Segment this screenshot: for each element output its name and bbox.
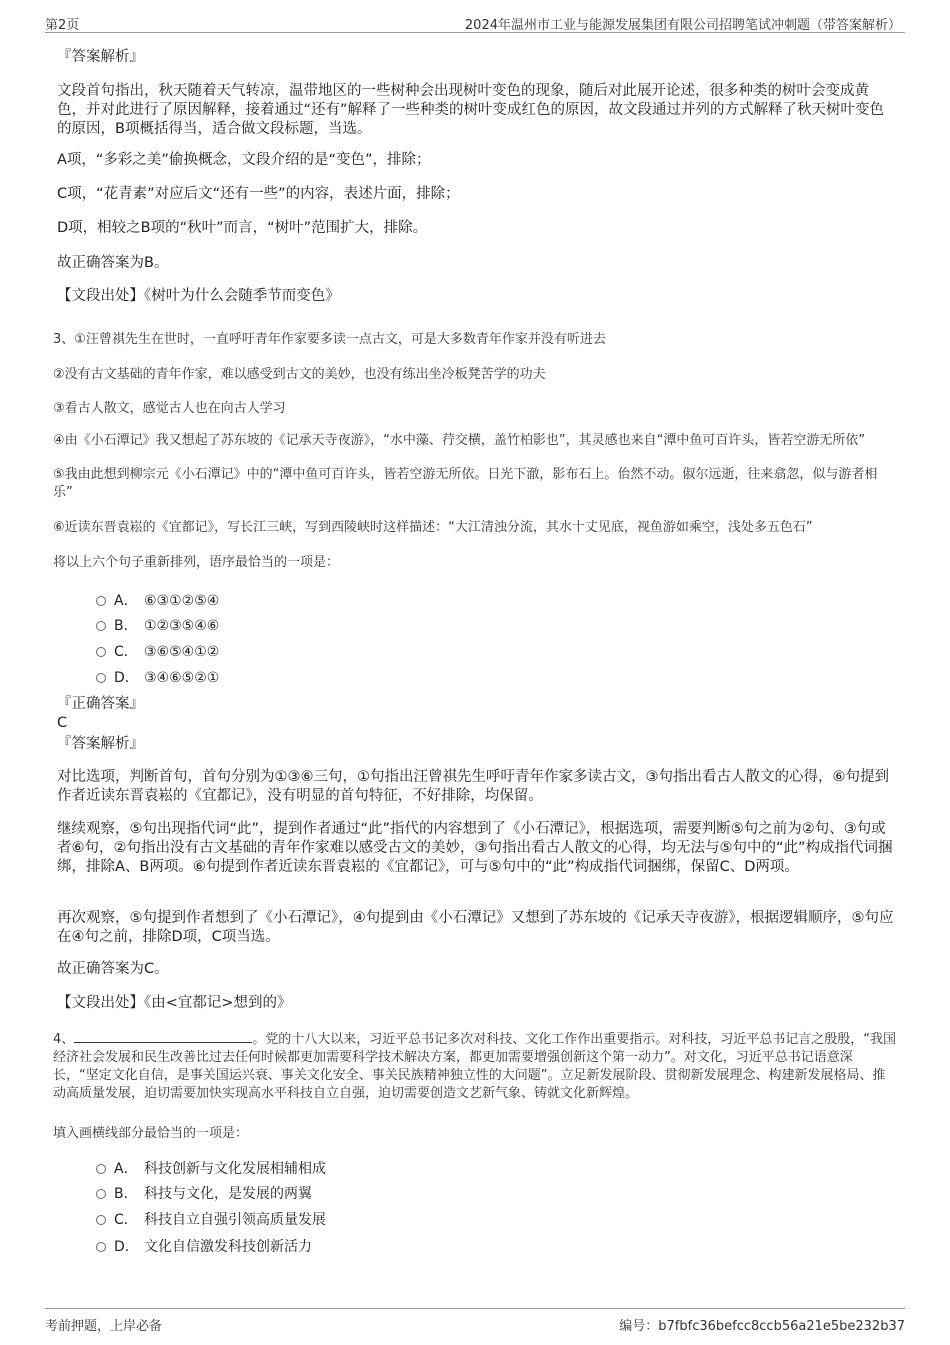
radio-icon[interactable] (96, 1189, 106, 1199)
q3-source: 【文段出处】《由<宜都记>想到的》 (57, 995, 292, 1011)
q3-correct-label: 『正确答案』 (57, 696, 144, 712)
q2-analysis-para1: 文段首句指出，秋天随着天气转凉，温带地区的一些树种会出现树叶变色的现象，随后对此展开论述，很多种类的树叶会变成黄色，并对此进行了原因解释，接着通过“还有”解释了一些种类的树叶变成红色的原因，故文段通过并列的方式解释了秋天树叶变色的原因，B项概括得当，适合做文段标题，当选。 (57, 83, 885, 137)
document-id: 编号：b7fbfc36befcc8ccb56a21e5be232b37 (619, 1319, 905, 1334)
q3-analysis-label: 『答案解析』 (57, 736, 144, 752)
q2-analysis-para2: A项，“多彩之美”偷换概念，文段介绍的是“变色”，排除； (57, 152, 431, 168)
radio-icon[interactable] (96, 647, 106, 657)
q4-option-d[interactable]: D． 文化自信激发科技创新活力 (96, 1236, 312, 1256)
radio-icon[interactable] (96, 1215, 106, 1225)
q4-option-c[interactable]: C． 科技自立自强引领高质量发展 (96, 1209, 326, 1229)
q2-analysis-para3: C项，“花青素”对应后文“还有一些”的内容，表述片面，排除； (57, 186, 460, 202)
q2-analysis-label: 『答案解析』 (57, 49, 144, 65)
q3-correct-answer: C (57, 715, 68, 731)
q3-sentence-1: 3、①汪曾祺先生在世时，一直呼吁青年作家要多读一点古文，可是大多数青年作家并没有听进去 (53, 332, 606, 347)
q3-analysis-para1: 对比选项，判断首句，首句分别为①③⑥三句，①句指出汪曾祺先生呼吁青年作家多读古文，③句指出看古人散文的心得，⑥句提到作者近读东晋袁崧的《宜都记》，没有明显的首句特征，不好排除，均保留。 (57, 769, 889, 804)
document-title: 2024年温州市工业与能源发展集团有限公司招聘笔试冲刺题（带答案解析） (464, 18, 901, 33)
footer-slogan: 考前押题，上岸必备 (45, 1319, 163, 1334)
q4-stem: 4、 。党的十八大以来，习近平总书记多次对科技、文化工作作出重要指示。对科技，习近平总书记言之殷殷，“我国经济社会发展和民生改善比过去任何时候都更加需要科学技术解决方案，都更加需要增强创新这个第一动力”。对文化，习近平总书记语意深长，“坚定文化自信，是事关国运兴衰、事关文化安全、事关民族精神独立性的大问题”。立足新发展阶段、贯彻新发展理念、构建新发展格局、推动高质量发展，迫切需要加快实现高水平科技自立自强，迫切需要创造文艺新气象、铸就文化新辉煌。 (53, 1032, 897, 1101)
radio-icon[interactable] (96, 1242, 106, 1252)
q4-option-a[interactable]: A． 科技创新与文化发展相辅相成 (96, 1158, 326, 1178)
radio-icon[interactable] (96, 621, 106, 631)
q3-sentence-3: ③看古人散文，感觉古人也在向古人学习 (53, 401, 286, 416)
q3-sentence-6: ⑥近读东晋袁崧的《宜都记》，写长江三峡，写到西陵峡时这样描述：“大江清浊分流，其水十丈见底，视鱼游如乘空，浅处多五色石” (53, 520, 813, 535)
q4-question: 填入画横线部分最恰当的一项是： (53, 1126, 249, 1141)
q3-question: 将以上六个句子重新排列，语序最恰当的一项是： (53, 555, 340, 570)
q3-option-c[interactable]: C． ③⑥⑤④①② (96, 641, 219, 661)
q2-source: 【文段出处】《树叶为什么会随季节而变色》 (57, 288, 340, 304)
radio-icon[interactable] (96, 596, 106, 606)
radio-icon[interactable] (96, 1164, 106, 1174)
fill-blank[interactable] (74, 1030, 252, 1043)
q4-option-b[interactable]: B． 科技与文化，是发展的两翼 (96, 1183, 312, 1203)
q3-analysis-para3: 再次观察，⑤句提到作者想到了《小石潭记》，④句提到由《小石潭记》又想到了苏东坡的《记承天寺夜游》，根据逻辑顺序，⑤句应在④句之前，排除D项，C项当选。 (57, 910, 894, 945)
page-header (45, 12, 905, 33)
q3-option-d[interactable]: D． ③④⑥⑤②① (96, 667, 219, 687)
q2-analysis-para5: 故正确答案为B。 (57, 255, 169, 271)
page-number: 第2页 (45, 18, 80, 33)
q3-sentence-5: ⑤我由此想到柳宗元《小石潭记》中的“潭中鱼可百许头，皆若空游无所依。日光下澈，影布石上。佁然不动。俶尔远逝，往来翕忽，似与游者相乐” (53, 467, 878, 500)
q3-analysis-para4: 故正确答案为C。 (57, 961, 169, 977)
page-footer (45, 1308, 905, 1333)
q3-sentence-4: ④由《小石潭记》我又想起了苏东坡的《记承天寺夜游》，“水中藻、荇交横，盖竹柏影也”，其灵感也来自“潭中鱼可百许头，皆若空游无所依” (53, 433, 866, 448)
q2-analysis-para4: D项，相较之B项的“秋叶”而言，“树叶”范围扩大，排除。 (57, 220, 428, 236)
q3-sentence-2: ②没有古文基础的青年作家，难以感受到古文的美妙，也没有练出坐冷板凳苦学的功夫 (53, 367, 546, 382)
radio-icon[interactable] (96, 673, 106, 683)
q3-analysis-para2: 继续观察，⑤句出现指代词“此”，提到作者通过“此”指代的内容想到了《小石潭记》，根据选项，需要判断⑤句之前为②句、③句或者⑥句，②句指出没有古文基础的青年作家难以感受古文的美妙，③句指出看古人散文的心得，均无法与⑤句中的“此”构成指代词捆绑，排除A、B两项。⑥句提到作者近读东晋袁崧的《宜都记》，可与⑤句中的“此”构成指代词捆绑，保留C、D两项。 (57, 821, 893, 875)
q3-option-a[interactable]: A． ⑥③①②⑤④ (96, 590, 219, 610)
q3-option-b[interactable]: B． ①②③⑤④⑥ (96, 615, 219, 635)
